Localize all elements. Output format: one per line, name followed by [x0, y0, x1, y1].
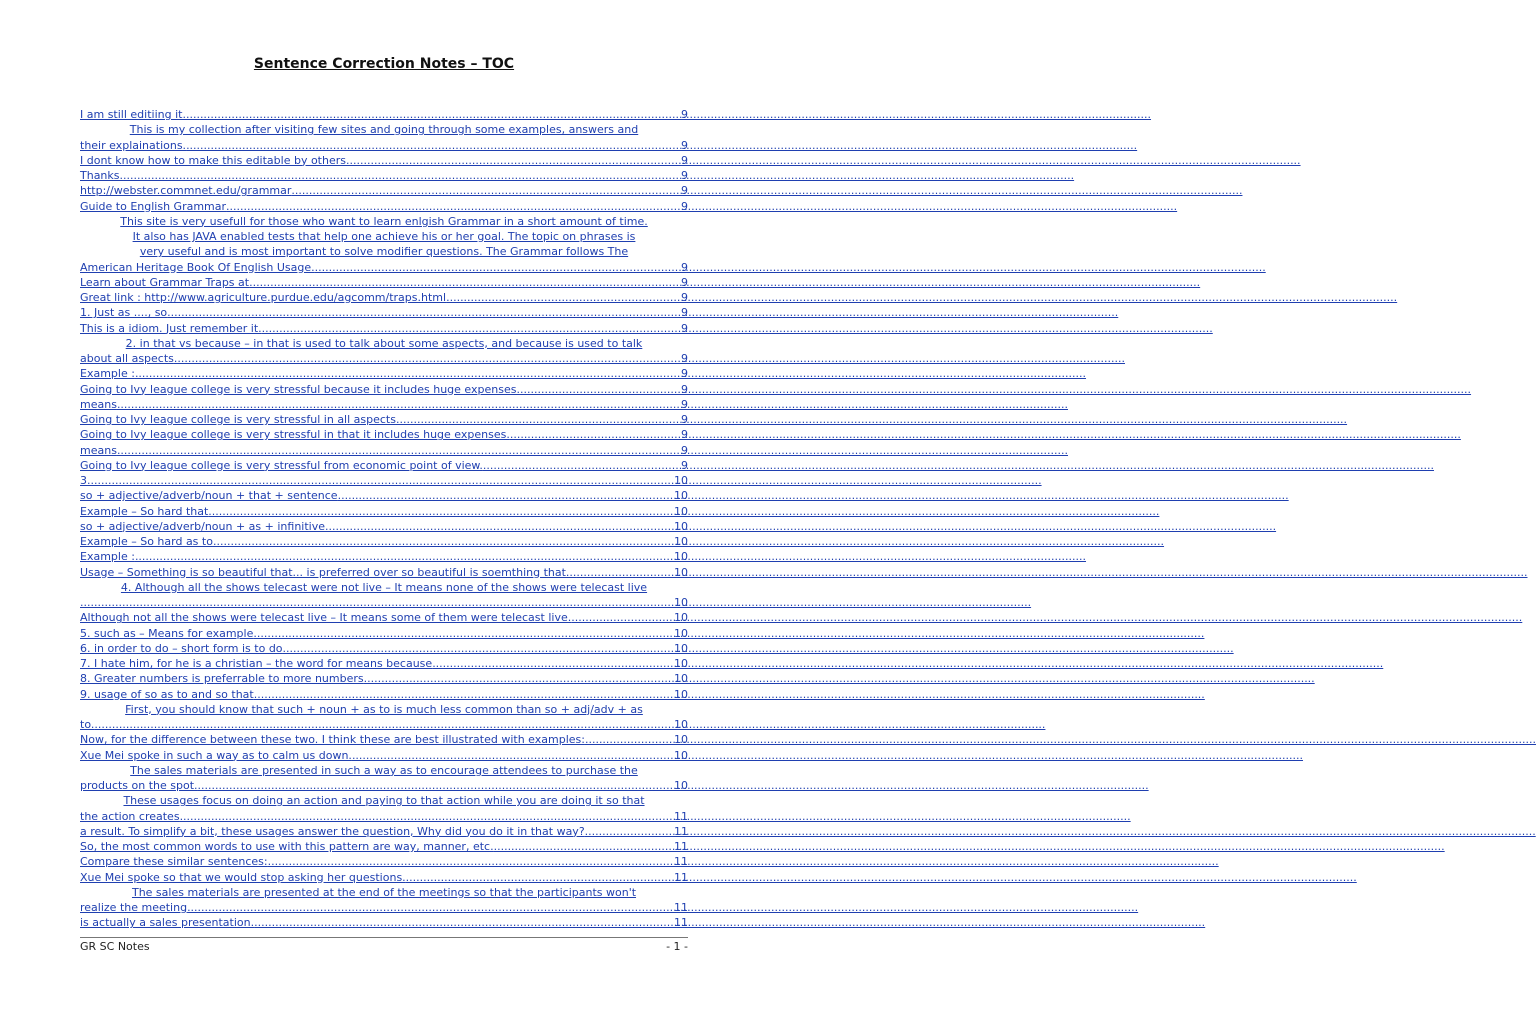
toc-entry[interactable]: [80, 641, 688, 656]
toc-entry-text: Going to Ivy league college is very stressful from economic point of view.: [80, 458, 483, 472]
toc-entry-text: 8. Greater numbers is preferrable to more numbers: [80, 672, 364, 686]
toc-leader-dots: [213, 534, 674, 549]
toc-leader-dots: [364, 671, 674, 686]
toc-entry-text: 7. I hate him, for he is a christian – the word for means because: [80, 657, 433, 670]
toc-entry[interactable]: [80, 763, 688, 778]
toc-leader-dots: [123, 168, 681, 183]
toc-page-number: 11: [674, 809, 688, 823]
toc-leader-dots: [483, 458, 681, 473]
toc-entry-text: means: [80, 443, 117, 457]
toc-entry-text: very useful and is most important to solve modifier questions. The Grammar follows The: [139, 245, 629, 259]
toc-leader-dots: [135, 366, 681, 381]
toc-entry-text: products on the spot.: [80, 779, 198, 792]
toc-leader-dots: [510, 427, 681, 442]
toc-entry[interactable]: [80, 168, 688, 183]
toc-entry[interactable]: [80, 290, 688, 305]
toc-leader-dots: [80, 595, 674, 610]
toc-entry-text: American Heritage Book Of English Usage.: [80, 260, 315, 274]
toc-entry-text: I am still editiing it.....: [80, 108, 200, 121]
toc-page-number: 10: [674, 535, 688, 548]
toc-entry-text: 5. such as – Means for example: [80, 626, 254, 640]
toc-page-number: 10: [674, 779, 688, 792]
toc-page-number: 9: [681, 458, 688, 472]
toc-entry-text: means: [80, 397, 117, 411]
toc-entry[interactable]: [80, 702, 688, 717]
toc-entry-text: Xue Mei spoke so that we would stop asking her questions.: [80, 870, 406, 884]
toc-entry[interactable]: [80, 870, 688, 885]
toc-entry-text: Learn about Grammar Traps at: [80, 275, 250, 289]
toc-page-number: 10: [674, 519, 688, 533]
toc-entry-text: Example – So hard as to: [80, 535, 213, 548]
toc-page-number: 9: [681, 169, 688, 182]
toc-entry-text: The sales materials are presented at the end of the meetings so that the participants won't: [131, 885, 637, 899]
toc-leader-dots: [396, 412, 681, 427]
toc-entry[interactable]: [80, 565, 688, 580]
toc-entry[interactable]: [80, 549, 688, 564]
toc-entry-text: 4. Although all the shows telecast were not live – It means none of the shows were telecast live: [120, 580, 648, 594]
toc-entry[interactable]: [80, 427, 688, 442]
toc-entry-text: realize the meeting: [80, 901, 188, 914]
toc-entry[interactable]: [80, 854, 688, 869]
toc-entry[interactable]: [80, 275, 688, 290]
toc-page-number: 9: [681, 413, 688, 426]
toc-page-number: 10: [674, 550, 688, 564]
toc-entry[interactable]: [80, 305, 688, 320]
toc-leader-dots: [249, 275, 681, 290]
toc-entry-text: First, you should know that such + noun + as to is much less common than so + adj/adv + as: [125, 702, 643, 716]
toc-page-number: 9: [681, 108, 688, 121]
toc-entry[interactable]: [80, 153, 688, 168]
toc-entry[interactable]: [80, 336, 688, 351]
toc-entry[interactable]: [80, 183, 688, 198]
page-title: Sentence Correction Notes – TOC: [253, 56, 515, 72]
toc-page-number: 10: [674, 748, 688, 762]
toc-leader-dots: [585, 824, 674, 839]
toc-entry[interactable]: [80, 214, 688, 229]
toc-leader-dots: [117, 397, 681, 412]
toc-page-number: 9: [681, 397, 688, 411]
toc-entry-text: Guide to English Grammar: [80, 199, 227, 213]
toc-entry-text: Compare these similar sentences:: [80, 855, 268, 869]
toc-leader-dots: [174, 351, 681, 366]
toc-page-number: 10: [674, 611, 688, 625]
toc-entry-text: Xue Mei spoke in such a way as to calm us down.: [80, 748, 352, 762]
toc-page-number: 9: [681, 275, 688, 289]
toc-page-number: 10: [674, 626, 688, 640]
toc-entry[interactable]: [80, 107, 688, 122]
toc-leader-dots: [571, 610, 674, 625]
toc-leader-dots: [585, 732, 674, 747]
toc-entry[interactable]: [80, 915, 688, 930]
toc-leader-dots: [262, 321, 681, 336]
toc-entry-text: is actually a sales presentation.: [80, 916, 255, 930]
toc-entry-text: their explainations.: [80, 138, 187, 152]
toc-page-number: 9: [681, 153, 688, 167]
toc-entry[interactable]: [80, 519, 688, 534]
toc-entry-text: 3.: [80, 474, 91, 487]
toc-leader-dots: [291, 183, 681, 198]
toc-entry-text: This is a idiom. Just remember it.: [80, 321, 262, 335]
toc-entry-text: Although not all the shows were telecast live – It means some of them were telecast live.: [80, 611, 572, 625]
toc-entry[interactable]: [80, 260, 688, 275]
toc-page-number: 9: [681, 382, 688, 396]
toc-page-number: 10: [674, 687, 688, 701]
toc-entry[interactable]: [80, 656, 688, 671]
toc-entry[interactable]: [80, 793, 688, 808]
toc-entry-text: I dont know how to make this editable by others.: [80, 153, 350, 167]
toc-page-number: 10: [674, 718, 688, 731]
toc-leader-dots: [94, 717, 674, 732]
toc-entry[interactable]: [80, 671, 688, 686]
toc-page-number: 11: [674, 855, 688, 869]
toc-entry-text: 6. in order to do – short form is to do: [80, 641, 283, 655]
toc-entry[interactable]: [80, 595, 688, 610]
toc-leader-dots: [91, 473, 675, 488]
toc-leader-dots: [254, 915, 674, 930]
toc-page-number: 11: [674, 870, 688, 884]
toc-leader-dots: [446, 290, 681, 305]
toc-entry-text: so + adjective/adverb/noun + as + infinitive: [80, 519, 325, 533]
toc-page-number: 10: [674, 657, 688, 670]
table-of-contents: [80, 107, 688, 931]
toc-entry-text: The sales materials are presented in such a way as to encourage attendees to purchase the: [130, 763, 638, 777]
toc-entry-text: Example – So hard that: [80, 504, 209, 518]
toc-page-number: 11: [674, 824, 688, 838]
toc-page-number: 10: [674, 672, 688, 686]
toc-page-number: 9: [681, 260, 688, 274]
toc-leader-dots: [338, 488, 674, 503]
toc-entry[interactable]: [80, 443, 688, 458]
toc-entry-text: Example :: [80, 367, 135, 381]
toc-page-number: 9: [681, 199, 688, 213]
toc-entry[interactable]: [80, 138, 688, 153]
toc-leader-dots: [268, 854, 674, 869]
toc-leader-dots: [200, 107, 681, 122]
page-number: - 1 -: [666, 940, 688, 953]
toc-page-number: 9: [681, 352, 688, 365]
toc-leader-dots: [283, 641, 674, 656]
toc-entry-text: to.: [80, 718, 95, 731]
toc-entry-text: the action creates: [80, 809, 180, 823]
toc-page-number: 11: [674, 840, 688, 853]
toc-leader-dots: [520, 382, 681, 397]
toc-entry-text: This is my collection after visiting few sites and going through some examples, answers and: [129, 123, 639, 137]
toc-page-number: 10: [674, 641, 688, 655]
toc-entry-text: Usage – Something is so beautiful that... is preferred over so beautiful is soemthing that...: [80, 565, 577, 579]
toc-entry-text: 2. in that vs because – in that is used to talk about some aspects, and because is used to talk: [125, 336, 643, 350]
toc-leader-dots: [494, 839, 674, 854]
toc-leader-dots: [135, 549, 674, 564]
toc-leader-dots: [180, 809, 674, 824]
toc-entry[interactable]: [80, 778, 688, 793]
toc-entry[interactable]: [80, 473, 688, 488]
toc-page-number: 10: [674, 474, 688, 487]
toc-entry[interactable]: [80, 382, 688, 397]
toc-page-number: 9: [681, 306, 688, 320]
toc-page-number: 9: [681, 428, 688, 442]
toc-entry[interactable]: [80, 717, 688, 732]
toc-entry-text: so + adjective/adverb/noun + that + sentence: [80, 489, 338, 503]
toc-entry-text: Going to Ivy league college is very stressful because it includes huge expenses.: [80, 382, 520, 396]
toc-entry-text: a result. To simplify a bit, these usages answer the question, Why did you do it in that way?: [80, 824, 585, 838]
toc-entry-text: Example :: [80, 550, 135, 564]
toc-entry[interactable]: [80, 748, 688, 763]
toc-entry[interactable]: [80, 199, 688, 214]
toc-entry[interactable]: [80, 412, 688, 427]
toc-page-number: 9: [681, 184, 688, 198]
toc-entry-text: 1. Just as ...., so: [80, 306, 168, 320]
toc-entry[interactable]: [80, 824, 688, 839]
toc-page-number: 9: [681, 291, 688, 304]
toc-leader-dots: [349, 153, 681, 168]
toc-entry-text: Now, for the difference between these two. I think these are best illustrated with examples:: [80, 733, 585, 747]
toc-entry[interactable]: [80, 900, 688, 915]
toc-entry[interactable]: [80, 732, 688, 747]
toc-entry-text: So, the most common words to use with this pattern are way, manner, etc.: [80, 840, 494, 853]
toc-entry[interactable]: [80, 885, 688, 900]
toc-page-number: 9: [681, 443, 688, 457]
toc-page-number: 10: [674, 733, 688, 747]
toc-entry[interactable]: [80, 366, 688, 381]
toc-leader-dots: [198, 778, 674, 793]
page-footer: [80, 937, 688, 953]
toc-leader-dots: [187, 900, 674, 915]
toc-leader-dots: [315, 260, 681, 275]
toc-entry-text: Going to Ivy league college is very stressful in all aspects: [80, 413, 396, 426]
toc-leader-dots: [576, 565, 674, 580]
toc-page-number: 11: [674, 901, 688, 914]
toc-entry[interactable]: [80, 504, 688, 519]
toc-page-number: 10: [674, 596, 688, 609]
toc-leader-dots: [117, 443, 681, 458]
toc-entry-text: 9. usage of so as to and so that: [80, 687, 254, 701]
toc-entry[interactable]: [80, 229, 688, 244]
toc-entry[interactable]: [80, 809, 688, 824]
toc-leader-dots: [253, 626, 674, 641]
toc-page-number: 9: [681, 138, 688, 152]
toc-entry[interactable]: [80, 244, 688, 259]
toc-entry-text: It also has JAVA enabled tests that help one achieve his or her goal. The topic on phrases is: [132, 230, 636, 243]
toc-leader-dots: [325, 519, 674, 534]
toc-entry[interactable]: [80, 488, 688, 503]
toc-leader-dots: [406, 870, 674, 885]
toc-entry-text: Going to Ivy league college is very stressful in that it includes huge expenses.: [80, 428, 510, 442]
toc-entry-text: Thanks.: [80, 169, 124, 182]
toc-leader-dots: [226, 199, 681, 214]
toc-entry[interactable]: [80, 534, 688, 549]
toc-page-number: 10: [674, 565, 688, 579]
toc-page-number: 10: [674, 489, 688, 503]
toc-entry-text: Great link : http://www.agriculture.purdue.edu/agcomm/traps.html: [80, 291, 447, 304]
toc-leader-dots: [352, 748, 674, 763]
toc-entry-text: This site is very usefull for those who want to learn enlgish Grammar in a short amount of time.: [120, 214, 648, 228]
toc-entry-text: http://webster.commnet.edu/grammar: [80, 184, 292, 198]
toc-leader-dots: [186, 138, 681, 153]
toc-page-number: 9: [681, 321, 688, 335]
toc-entry-text: These usages focus on doing an action and paying to that action while you are doing it so that: [123, 794, 645, 808]
toc-entry[interactable]: [80, 580, 688, 595]
toc-entry[interactable]: [80, 458, 688, 473]
toc-entry[interactable]: [80, 610, 688, 625]
toc-entry[interactable]: [80, 122, 688, 137]
toc-page-number: 9: [681, 367, 688, 381]
toc-page-number: 11: [674, 916, 688, 930]
toc-leader-dots: [254, 687, 674, 702]
toc-entry[interactable]: [80, 626, 688, 641]
toc-entry[interactable]: [80, 397, 688, 412]
toc-entry[interactable]: [80, 687, 688, 702]
toc-entry[interactable]: [80, 839, 688, 854]
toc-leader-dots: [208, 504, 674, 519]
footer-left-text: GR SC Notes: [80, 940, 150, 953]
toc-page-number: 10: [674, 504, 688, 518]
toc-leader-dots: [167, 305, 681, 320]
toc-entry[interactable]: [80, 321, 688, 336]
toc-entry[interactable]: [80, 351, 688, 366]
toc-leader-dots: [432, 656, 674, 671]
toc-entry-text: about all aspects: [80, 352, 174, 365]
